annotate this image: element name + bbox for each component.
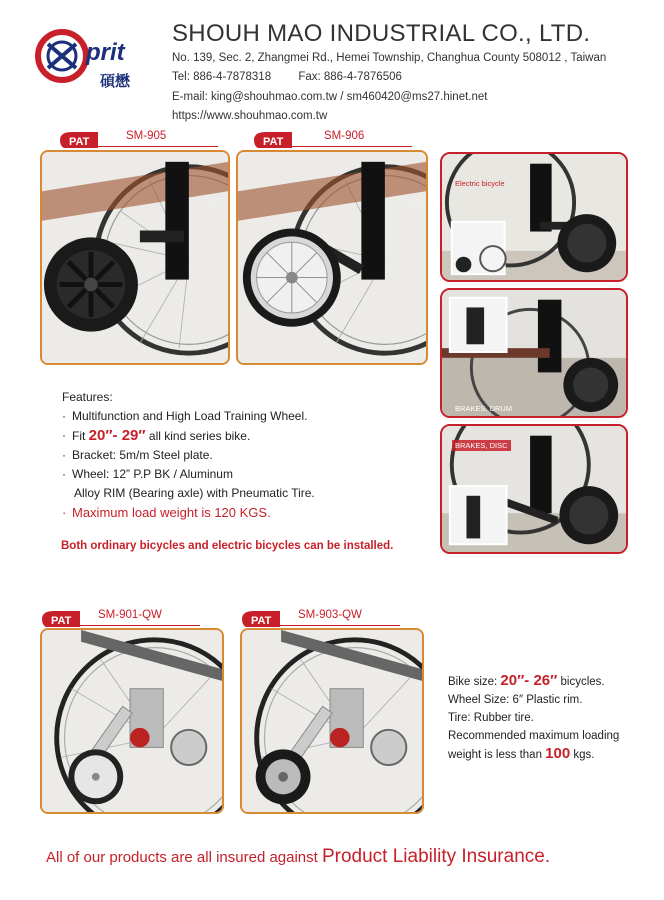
- svg-text:PAT: PAT: [69, 136, 90, 148]
- model-tag-sm905: [58, 130, 218, 152]
- svg-text:PAT: PAT: [251, 615, 272, 627]
- svg-text:adva: adva: [404, 195, 426, 207]
- contact-phone-row: [172, 71, 426, 83]
- model-tag-sm906: [252, 130, 412, 152]
- fax: Fax: 886-4-7876506: [298, 71, 402, 83]
- spec-wheel-size: Wheel Size: 6″ Plastic rim.: [448, 694, 583, 706]
- feature-item: · Bracket: 5m/m Steel plate.: [62, 446, 315, 465]
- spec-list: [448, 672, 619, 764]
- svg-text:PAT: PAT: [51, 615, 72, 627]
- company-name: SHOUH MAO INDUSTRIAL CO., LTD.: [172, 20, 591, 47]
- features-list: [62, 388, 315, 522]
- fit-size-range: 20″- 29″: [88, 427, 146, 444]
- logo-wordmark: prit: [86, 39, 125, 66]
- model-number: SM-903-QW: [298, 609, 362, 621]
- spec-tire: Tire: Rubber tire.: [448, 712, 534, 724]
- features-heading: Features:: [62, 390, 113, 404]
- logo-cjk: 碩懋: [100, 72, 131, 90]
- company-address: No. 139, Sec. 2, Zhangmei Rd., Hemei Township, Changhua County 508012 , Taiwan: [172, 52, 607, 64]
- feature-item-continued: Alloy RIM (Bearing axle) with Pneumatic Tire.: [74, 486, 315, 500]
- pat-badge: [252, 130, 294, 150]
- photo-label-disc: BRAKES, DISC: [452, 440, 511, 451]
- svg-text:PAT: PAT: [263, 136, 284, 148]
- pat-badge: [240, 609, 282, 629]
- spec-max-weight: weight is less than 100 kgs.: [448, 745, 595, 762]
- svg-text:adva: adva: [206, 195, 228, 207]
- model-number: SM-906: [324, 130, 365, 142]
- insurance-emphasis: Product Liability Insurance.: [321, 846, 551, 867]
- feature-item: · Wheel: 12” P.P BK / Aluminum: [62, 465, 315, 484]
- bike-size-range: 20″- 26″: [500, 672, 558, 689]
- product-photo-sm905: [40, 150, 230, 365]
- spec-bike-size: Bike size: 20″- 26″ bicycles.: [448, 672, 605, 689]
- photo-brakes-disc: [440, 424, 628, 554]
- spec-recommended: Recommended maximum loading: [448, 730, 620, 742]
- product-photo-sm901qw: [40, 628, 224, 814]
- insurance-statement: All of our products are all insured against Product Liability Insurance.: [46, 846, 551, 867]
- feature-max-load: · Maximum load weight is 120 KGS.: [62, 503, 315, 522]
- max-weight-value: 100: [545, 745, 571, 762]
- photo-label-drum: BRAKES, DRUM: [455, 404, 513, 413]
- installation-note: Both ordinary bicycles and electric bicycles can be installed.: [61, 540, 394, 552]
- photo-label-electric: Electric bicycle: [455, 179, 505, 188]
- telephone: Tel: 886-4-7878318: [172, 71, 272, 83]
- photo-brakes-drum: [440, 288, 628, 418]
- pat-badge: [40, 609, 82, 629]
- product-photo-sm903qw: [240, 628, 424, 814]
- feature-item: · Fit 20″- 29″ all kind series bike.: [62, 426, 315, 446]
- pat-badge: [58, 130, 100, 150]
- company-website[interactable]: https://www.shouhmao.com.tw: [172, 110, 328, 122]
- feature-item: · Multifunction and High Load Training Wheel.: [62, 407, 315, 426]
- photo-electric-bicycle: [440, 152, 628, 282]
- product-photo-sm906: [236, 150, 428, 365]
- model-number: SM-901-QW: [98, 609, 162, 621]
- contact-email: E-mail: king@shouhmao.com.tw / sm460420@ms27.hinet.net: [172, 91, 488, 103]
- company-logo: [34, 26, 164, 96]
- model-number: SM-905: [126, 130, 167, 142]
